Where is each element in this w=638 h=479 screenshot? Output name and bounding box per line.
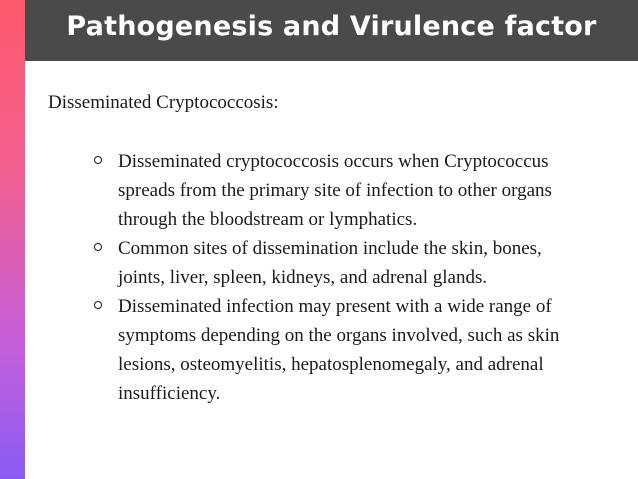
bullet-item: [92, 147, 592, 234]
slide-title: Pathogenesis and Virulence factor: [66, 11, 597, 42]
gradient-accent-bar: [0, 0, 25, 479]
hollow-circle-bullet-icon: [94, 301, 102, 309]
hollow-circle-bullet-icon: [94, 243, 102, 251]
section-heading: Disseminated Cryptococcosis:: [48, 92, 279, 113]
bullet-list: [92, 147, 592, 408]
bullet-text: Common sites of dissemination include the skin, bones, joints, liver, spleen, kidneys, and adrenal glands.: [118, 238, 542, 288]
title-bar: [25, 0, 638, 61]
bullet-text: Disseminated infection may present with a wide range of symptoms depending on the organs involved, such as skin lesions, osteomyelitis, hepatosplenomegaly, and adrenal insufficiency.: [118, 296, 560, 404]
bullet-text: Disseminated cryptococcosis occurs when Cryptococcus spreads from the primary site of infection to other organs through the bloodstream or lymphatics.: [118, 151, 552, 230]
bullet-item: [92, 292, 592, 408]
bullet-item: [92, 234, 592, 292]
hollow-circle-bullet-icon: [94, 156, 102, 164]
